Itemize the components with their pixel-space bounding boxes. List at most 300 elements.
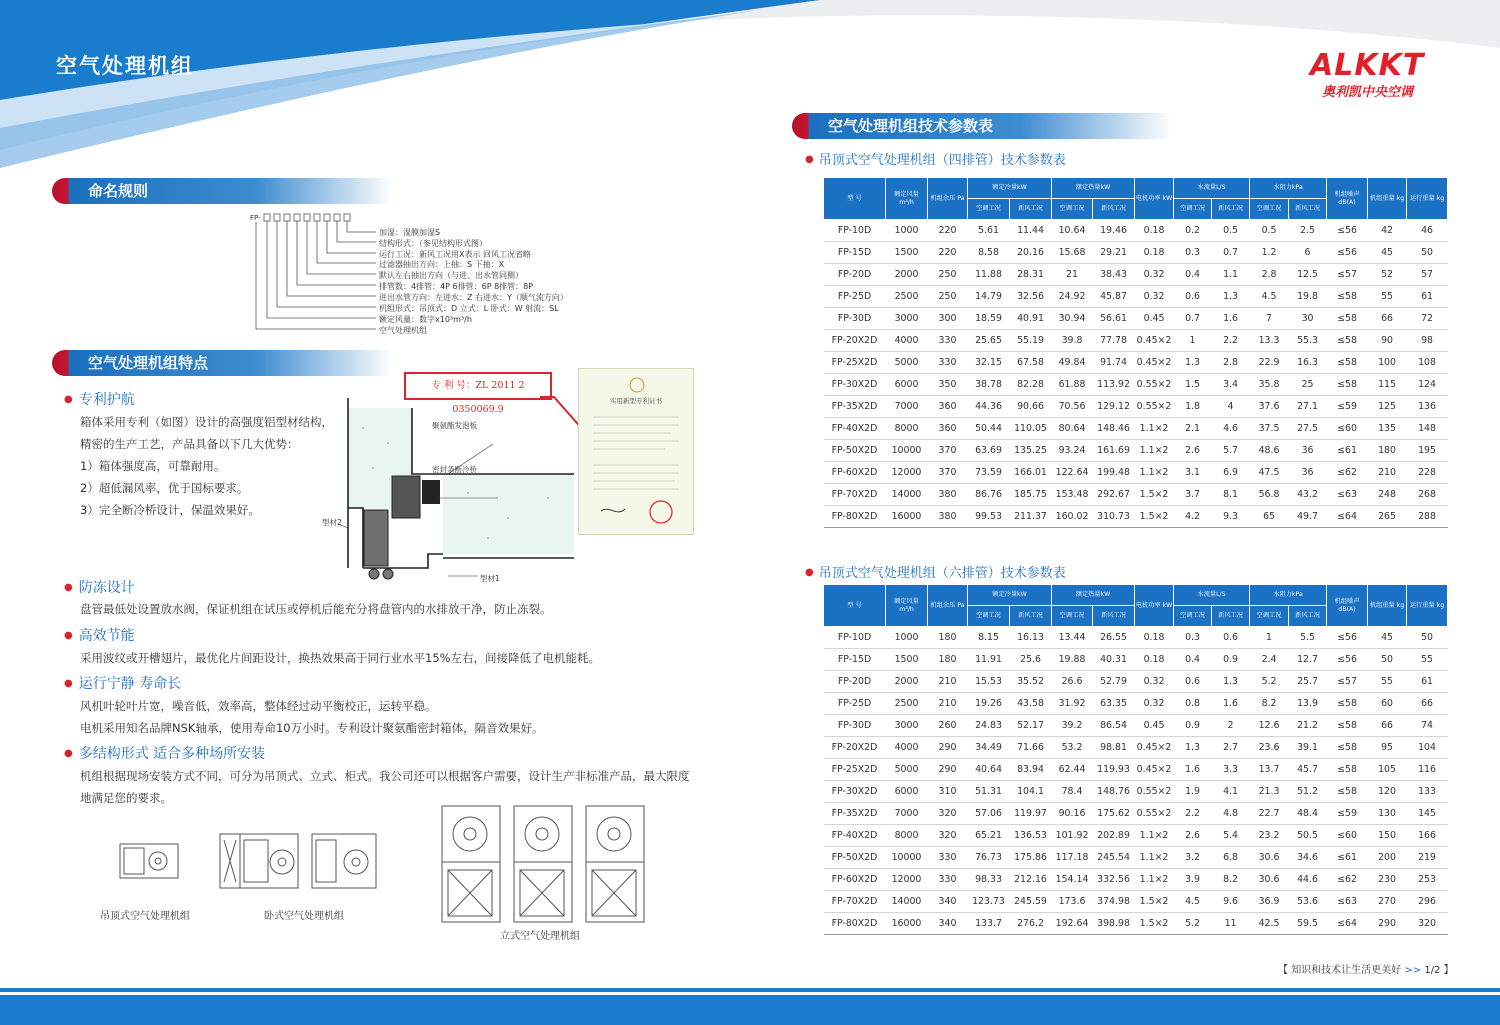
table-cell: 86.76: [968, 484, 1010, 506]
naming-item: 结构形式：（参见结构形式图）: [379, 239, 487, 248]
table-cell: 113.92: [1093, 374, 1135, 396]
table-cell: 61: [1407, 671, 1448, 693]
table-cell: 166: [1407, 825, 1448, 847]
table-cell: 108: [1407, 352, 1448, 374]
table-row: [824, 627, 1448, 649]
table-cell: 220: [928, 220, 968, 242]
table-cell: 0.55×2: [1135, 396, 1174, 418]
table-cell: ≤63: [1327, 484, 1368, 506]
table-cell: 14.79: [968, 286, 1010, 308]
table-cell: 74: [1407, 715, 1448, 737]
table-cell: 0.18: [1135, 220, 1174, 242]
table-row: [824, 308, 1448, 330]
table-cell: 398.98: [1093, 913, 1135, 935]
table-cell: 8.2: [1250, 693, 1289, 715]
table-cell: 18.59: [968, 308, 1010, 330]
subcol-fresh: 新风工况: [1212, 199, 1250, 220]
table-cell: ≤60: [1327, 825, 1368, 847]
col-motor: 电机功率 kW: [1135, 178, 1174, 220]
table-cell: 62.44: [1052, 759, 1093, 781]
model-cell: FP-20X2D: [824, 737, 886, 759]
table-cell: 50: [1368, 649, 1407, 671]
table-cell: 253: [1407, 869, 1448, 891]
table-cell: 1.1×2: [1135, 440, 1174, 462]
table-cell: 27.5: [1289, 418, 1327, 440]
table-cell: 35.8: [1250, 374, 1289, 396]
table-cell: 42.5: [1250, 913, 1289, 935]
table-cell: 2.6: [1174, 440, 1212, 462]
table-cell: 0.32: [1135, 671, 1174, 693]
table-cell: 93.24: [1052, 440, 1093, 462]
feature-title-energy: ● 高效节能: [64, 625, 135, 645]
table-cell: 1.6: [1212, 308, 1250, 330]
table-cell: 23.6: [1250, 737, 1289, 759]
subcol-air: 空调工况: [1250, 199, 1289, 220]
table-cell: 110.05: [1010, 418, 1052, 440]
table-cell: 0.8: [1174, 693, 1212, 715]
table-cell: 1.8: [1174, 396, 1212, 418]
antifreeze-text: 盘管最低处设置放水阀，保证机组在试压或停机后能充分将盘管内的水排放干净，防止冻裂。: [80, 602, 552, 616]
table-cell: 13.44: [1052, 627, 1093, 649]
subcol-air: 空调工况: [1174, 606, 1212, 627]
feature-title-structure: ● 多结构形式 适合多种场所安装: [64, 743, 265, 763]
table-cell: 66: [1407, 693, 1448, 715]
table-cell: ≤58: [1327, 352, 1368, 374]
model-cell: FP-30D: [824, 715, 886, 737]
model-cell: FP-80X2D: [824, 506, 886, 528]
table-cell: 30.94: [1052, 308, 1093, 330]
table-cell: 50.5: [1289, 825, 1327, 847]
table-cell: 51.31: [968, 781, 1010, 803]
horizontal-unit-drawing-2: [310, 832, 378, 890]
table-cell: 2.8: [1250, 264, 1289, 286]
table-cell: 248: [1368, 484, 1407, 506]
subcol-fresh: 新风工况: [1212, 606, 1250, 627]
model-cell: FP-30X2D: [824, 374, 886, 396]
table-row: [824, 242, 1448, 264]
subcol-fresh: 新风工况: [1010, 606, 1052, 627]
col-heating: 额定热量kW: [1052, 585, 1135, 606]
table-cell: 380: [928, 506, 968, 528]
table-cell: 245.54: [1093, 847, 1135, 869]
header-swoosh: [0, 0, 1500, 200]
table-cell: 32.15: [968, 352, 1010, 374]
table-cell: 55: [1368, 286, 1407, 308]
naming-item: 额定风量：数字x10³m³/h: [379, 315, 472, 324]
table-cell: 12.5: [1289, 264, 1327, 286]
table-cell: 0.45×2: [1135, 759, 1174, 781]
subcol-fresh: 新风工况: [1093, 199, 1135, 220]
table-cell: 104: [1407, 737, 1448, 759]
table-cell: 1000: [886, 627, 928, 649]
table-cell: 250: [928, 264, 968, 286]
table-cell: 101.92: [1052, 825, 1093, 847]
naming-section-header: 命名规则: [52, 178, 392, 204]
table-cell: 1.5×2: [1135, 891, 1174, 913]
table-cell: 19.26: [968, 693, 1010, 715]
table-cell: 148: [1407, 418, 1448, 440]
table-cell: 120: [1368, 781, 1407, 803]
table-cell: ≤64: [1327, 913, 1368, 935]
spec-section-header: 空气处理机组技术参数表: [792, 113, 1172, 139]
table-cell: 374.98: [1093, 891, 1135, 913]
table-row: [824, 913, 1448, 935]
table-row: [824, 847, 1448, 869]
naming-item: 运行工况：新风工况用X表示 回风工况省略: [379, 250, 532, 259]
table-cell: 0.4: [1174, 264, 1212, 286]
table-cell: 332.56: [1093, 869, 1135, 891]
table-cell: 66: [1368, 308, 1407, 330]
table-cell: 1.1×2: [1135, 847, 1174, 869]
table-cell: 91.74: [1093, 352, 1135, 374]
table-cell: 136: [1407, 396, 1448, 418]
table-cell: 36: [1289, 440, 1327, 462]
table-row: [824, 803, 1448, 825]
footer-arrows: >>: [1404, 965, 1422, 976]
table-cell: 30: [1289, 308, 1327, 330]
table-cell: 0.45: [1135, 308, 1174, 330]
table-cell: ≤58: [1327, 781, 1368, 803]
subcol-air: 空调工况: [968, 606, 1010, 627]
table-cell: 0.32: [1135, 693, 1174, 715]
table-cell: 24.83: [968, 715, 1010, 737]
table-cell: 1.3: [1212, 671, 1250, 693]
col-op-weight: 运行重量 kg: [1407, 585, 1448, 627]
table2-title: ● 吊顶式空气处理机组（六排管）技术参数表: [805, 562, 1066, 581]
table-cell: 5.4: [1212, 825, 1250, 847]
col-weight: 机组重量 kg: [1368, 585, 1407, 627]
table-row: [824, 869, 1448, 891]
table-cell: 80.64: [1052, 418, 1093, 440]
table-cell: ≤60: [1327, 418, 1368, 440]
certificate-graphic: [579, 369, 695, 536]
table-cell: 245.59: [1010, 891, 1052, 913]
table-row: [824, 462, 1448, 484]
table-cell: 10000: [886, 847, 928, 869]
table-cell: 133: [1407, 781, 1448, 803]
table-cell: 8.1: [1212, 484, 1250, 506]
table-cell: 1.3: [1174, 352, 1212, 374]
table-cell: 4: [1212, 396, 1250, 418]
table-cell: 49.7: [1289, 506, 1327, 528]
table-cell: 38.78: [968, 374, 1010, 396]
table-cell: ≤63: [1327, 891, 1368, 913]
model-cell: FP-35X2D: [824, 803, 886, 825]
table-cell: 4.5: [1174, 891, 1212, 913]
table-cell: 39.2: [1052, 715, 1093, 737]
table-cell: 53.6: [1289, 891, 1327, 913]
table-cell: 31.92: [1052, 693, 1093, 715]
table-cell: 175.86: [1010, 847, 1052, 869]
patent-certificate: [578, 368, 694, 535]
table-cell: 0.18: [1135, 649, 1174, 671]
table-cell: 0.32: [1135, 286, 1174, 308]
table-cell: 0.5: [1212, 220, 1250, 242]
table-cell: 300: [928, 308, 968, 330]
table-cell: 36.9: [1250, 891, 1289, 913]
table-cell: 39.8: [1052, 330, 1093, 352]
table-cell: 9.3: [1212, 506, 1250, 528]
table-row: [824, 374, 1448, 396]
table-cell: 40.91: [1010, 308, 1052, 330]
subcol-fresh: 新风工况: [1010, 199, 1052, 220]
table-cell: 48.6: [1250, 440, 1289, 462]
table-cell: ≤62: [1327, 462, 1368, 484]
table-cell: 72: [1407, 308, 1448, 330]
table-cell: 0.5: [1250, 220, 1289, 242]
table-cell: 2: [1212, 715, 1250, 737]
table-cell: 71.66: [1010, 737, 1052, 759]
energy-text: 采用波纹或开槽翅片，最优化片间距设计，换热效果高于同行业水平15%左右，间接降低了电机能耗。: [80, 651, 601, 665]
table-cell: 26.55: [1093, 627, 1135, 649]
table-cell: 3.3: [1212, 759, 1250, 781]
table-row: [824, 649, 1448, 671]
table-cell: 63.69: [968, 440, 1010, 462]
table-cell: 1.5×2: [1135, 913, 1174, 935]
table-cell: 210: [928, 671, 968, 693]
text-line: 精密的生产工艺，产品具备以下几大优势：: [80, 437, 299, 451]
table-cell: 1.3: [1174, 737, 1212, 759]
col-noise: 机组噪声 dB(A): [1327, 585, 1368, 627]
table-cell: 25: [1289, 374, 1327, 396]
table-row: [824, 352, 1448, 374]
table-cell: ≤57: [1327, 264, 1368, 286]
table-cell: 21.3: [1250, 781, 1289, 803]
text-line: 风机叶轮叶片宽，噪音低，效率高，整体经过动平衡校正，运转平稳。: [80, 699, 437, 713]
table-cell: 330: [928, 330, 968, 352]
table-cell: 66: [1368, 715, 1407, 737]
table-cell: 8.15: [968, 627, 1010, 649]
table-cell: 25.65: [968, 330, 1010, 352]
subcol-air: 空调工况: [1052, 606, 1093, 627]
table-cell: 320: [1407, 913, 1448, 935]
col-heating: 额定热量kW: [1052, 178, 1135, 199]
model-cell: FP-20X2D: [824, 330, 886, 352]
table-cell: ≤59: [1327, 396, 1368, 418]
model-cell: FP-35X2D: [824, 396, 886, 418]
table-cell: 45: [1368, 242, 1407, 264]
table-cell: 45.87: [1093, 286, 1135, 308]
table-cell: 133.7: [968, 913, 1010, 935]
table-cell: 250: [928, 286, 968, 308]
table-cell: 211.37: [1010, 506, 1052, 528]
col-static: 机组余压 Pa: [928, 178, 968, 220]
table-cell: 0.55×2: [1135, 781, 1174, 803]
table-cell: 0.6: [1174, 286, 1212, 308]
table-cell: 0.18: [1135, 242, 1174, 264]
table-cell: 5.2: [1174, 913, 1212, 935]
model-cell: FP-30X2D: [824, 781, 886, 803]
col-noise: 机组噪声 dB(A): [1327, 178, 1368, 220]
subcol-fresh: 新风工况: [1289, 199, 1327, 220]
table-cell: 12.6: [1250, 715, 1289, 737]
table-cell: 2000: [886, 671, 928, 693]
table-cell: 136.53: [1010, 825, 1052, 847]
table-cell: 56.61: [1093, 308, 1135, 330]
table-cell: 135: [1368, 418, 1407, 440]
table-cell: 65: [1250, 506, 1289, 528]
table-cell: 16000: [886, 913, 928, 935]
table-cell: 6000: [886, 781, 928, 803]
table-cell: 34.6: [1289, 847, 1327, 869]
table1-title: ● 吊顶式空气处理机组（四排管）技术参数表: [805, 149, 1066, 168]
table-cell: 145: [1407, 803, 1448, 825]
table-cell: 340: [928, 891, 968, 913]
table-cell: 192.64: [1052, 913, 1093, 935]
table2-body: [824, 627, 1448, 935]
model-cell: FP-60X2D: [824, 869, 886, 891]
table-cell: 40.64: [968, 759, 1010, 781]
table-cell: 1: [1250, 627, 1289, 649]
table-cell: 36: [1289, 462, 1327, 484]
model-cell: FP-40X2D: [824, 418, 886, 440]
table-cell: 320: [928, 803, 968, 825]
col-airflow: 额定风量 m³/h: [886, 585, 928, 627]
table-cell: 23.2: [1250, 825, 1289, 847]
table-cell: 50: [1407, 242, 1448, 264]
text-line: 机组根据现场安装方式不同，可分为吊顶式、立式、柜式。我公司还可以根据客户需要，设计生产非标准产品，最大限度: [80, 769, 690, 783]
table-cell: 16.3: [1289, 352, 1327, 374]
table-cell: 8000: [886, 418, 928, 440]
table-cell: 3000: [886, 308, 928, 330]
table-cell: 150: [1368, 825, 1407, 847]
table-cell: 98.81: [1093, 737, 1135, 759]
quiet-text: [80, 695, 544, 739]
table-row: [824, 330, 1448, 352]
table-cell: 5000: [886, 352, 928, 374]
table-cell: 1.1×2: [1135, 825, 1174, 847]
table-cell: 268: [1407, 484, 1448, 506]
table-cell: 130: [1368, 803, 1407, 825]
table-cell: 360: [928, 396, 968, 418]
table-cell: 0.45×2: [1135, 737, 1174, 759]
table-cell: ≤58: [1327, 308, 1368, 330]
table-cell: 90: [1368, 330, 1407, 352]
table-cell: 34.49: [968, 737, 1010, 759]
table-cell: 0.55×2: [1135, 803, 1174, 825]
bracket-close: 】: [1443, 965, 1454, 976]
table-cell: 1.1: [1212, 264, 1250, 286]
vertical-unit-drawing-1: [440, 804, 502, 924]
table-cell: 48.4: [1289, 803, 1327, 825]
table-cell: 1.2: [1250, 242, 1289, 264]
col-flow: 水流量L/S: [1174, 178, 1250, 199]
table-cell: 122.64: [1052, 462, 1093, 484]
subcol-air: 空调工况: [1250, 606, 1289, 627]
model-cell: FP-50X2D: [824, 440, 886, 462]
text-line: 地满足您的要求。: [80, 791, 172, 805]
page-number: 1/2: [1424, 965, 1441, 976]
subcol-fresh: 新风工况: [1289, 606, 1327, 627]
table-cell: 37.5: [1250, 418, 1289, 440]
table-cell: 22.9: [1250, 352, 1289, 374]
table-cell: 38.43: [1093, 264, 1135, 286]
table-cell: 13.9: [1289, 693, 1327, 715]
table-cell: 0.7: [1174, 308, 1212, 330]
feature-title-patent: ● 专利护航: [64, 389, 135, 409]
table-cell: 5000: [886, 759, 928, 781]
table-cell: 2.2: [1174, 803, 1212, 825]
table-cell: 185.75: [1010, 484, 1052, 506]
table-cell: 39.1: [1289, 737, 1327, 759]
col-cooling: 额定冷量kW: [968, 178, 1052, 199]
col-cooling: 额定冷量kW: [968, 585, 1052, 606]
label-horizontal-unit: 卧式空气处理机组: [264, 911, 344, 922]
table-cell: 370: [928, 462, 968, 484]
table-cell: 90.66: [1010, 396, 1052, 418]
table-cell: ≤61: [1327, 847, 1368, 869]
table-cell: 19.88: [1052, 649, 1093, 671]
table-cell: 8.2: [1212, 869, 1250, 891]
table-cell: 12000: [886, 462, 928, 484]
table-cell: ≤58: [1327, 374, 1368, 396]
table-cell: 32.56: [1010, 286, 1052, 308]
table-cell: 175.62: [1093, 803, 1135, 825]
table-cell: 0.9: [1174, 715, 1212, 737]
table-cell: 99.53: [968, 506, 1010, 528]
model-cell: FP-15D: [824, 649, 886, 671]
col-resistance: 水阻力kPa: [1250, 178, 1327, 199]
col-flow: 水流量L/S: [1174, 585, 1250, 606]
table-cell: 270: [1368, 891, 1407, 913]
model-cell: FP-20D: [824, 671, 886, 693]
table-cell: 76.73: [968, 847, 1010, 869]
col-static: 机组余压 Pa: [928, 585, 968, 627]
spec-table-4row: [823, 177, 1448, 528]
table-cell: 4000: [886, 330, 928, 352]
table-row: [824, 220, 1448, 242]
table-cell: 11.91: [968, 649, 1010, 671]
naming-item: 进出水管方向：左进水：Z 右进水：Y（顺气流方向）: [379, 293, 568, 302]
table-cell: 59.5: [1289, 913, 1327, 935]
table-cell: 3.7: [1174, 484, 1212, 506]
table-row: [824, 715, 1448, 737]
table-cell: 4.1: [1212, 781, 1250, 803]
col-airflow: 额定风量 m³/h: [886, 178, 928, 220]
table-cell: 19.8: [1289, 286, 1327, 308]
table-cell: 6000: [886, 374, 928, 396]
subcol-air: 空调工况: [968, 199, 1010, 220]
table-cell: 52.79: [1093, 671, 1135, 693]
patent-number-box: 专 利 号：ZL 2011 2 0350069.9: [404, 372, 552, 400]
text-line: 2）超低漏风率，优于国标要求。: [80, 481, 249, 495]
table-cell: 6: [1289, 242, 1327, 264]
table-cell: 1500: [886, 242, 928, 264]
table-cell: 42: [1368, 220, 1407, 242]
table-cell: 45: [1368, 627, 1407, 649]
table-cell: 310: [928, 781, 968, 803]
table-cell: 4000: [886, 737, 928, 759]
table-cell: 35.52: [1010, 671, 1052, 693]
table-cell: 56.8: [1250, 484, 1289, 506]
table-cell: ≤64: [1327, 506, 1368, 528]
table-cell: 1.5: [1174, 374, 1212, 396]
table-cell: 296: [1407, 891, 1448, 913]
table-cell: ≤62: [1327, 869, 1368, 891]
naming-item: 空气处理机组: [379, 326, 427, 335]
table-cell: 30.6: [1250, 869, 1289, 891]
table-cell: ≤58: [1327, 286, 1368, 308]
table-cell: 2.8: [1212, 352, 1250, 374]
table-row: [824, 693, 1448, 715]
table-cell: 230: [1368, 869, 1407, 891]
table-cell: 0.32: [1135, 264, 1174, 286]
spec-table-6row: [823, 584, 1448, 935]
table-cell: 0.18: [1135, 627, 1174, 649]
subcol-fresh: 新风工况: [1093, 606, 1135, 627]
table-cell: 265: [1368, 506, 1407, 528]
table-cell: 98: [1407, 330, 1448, 352]
